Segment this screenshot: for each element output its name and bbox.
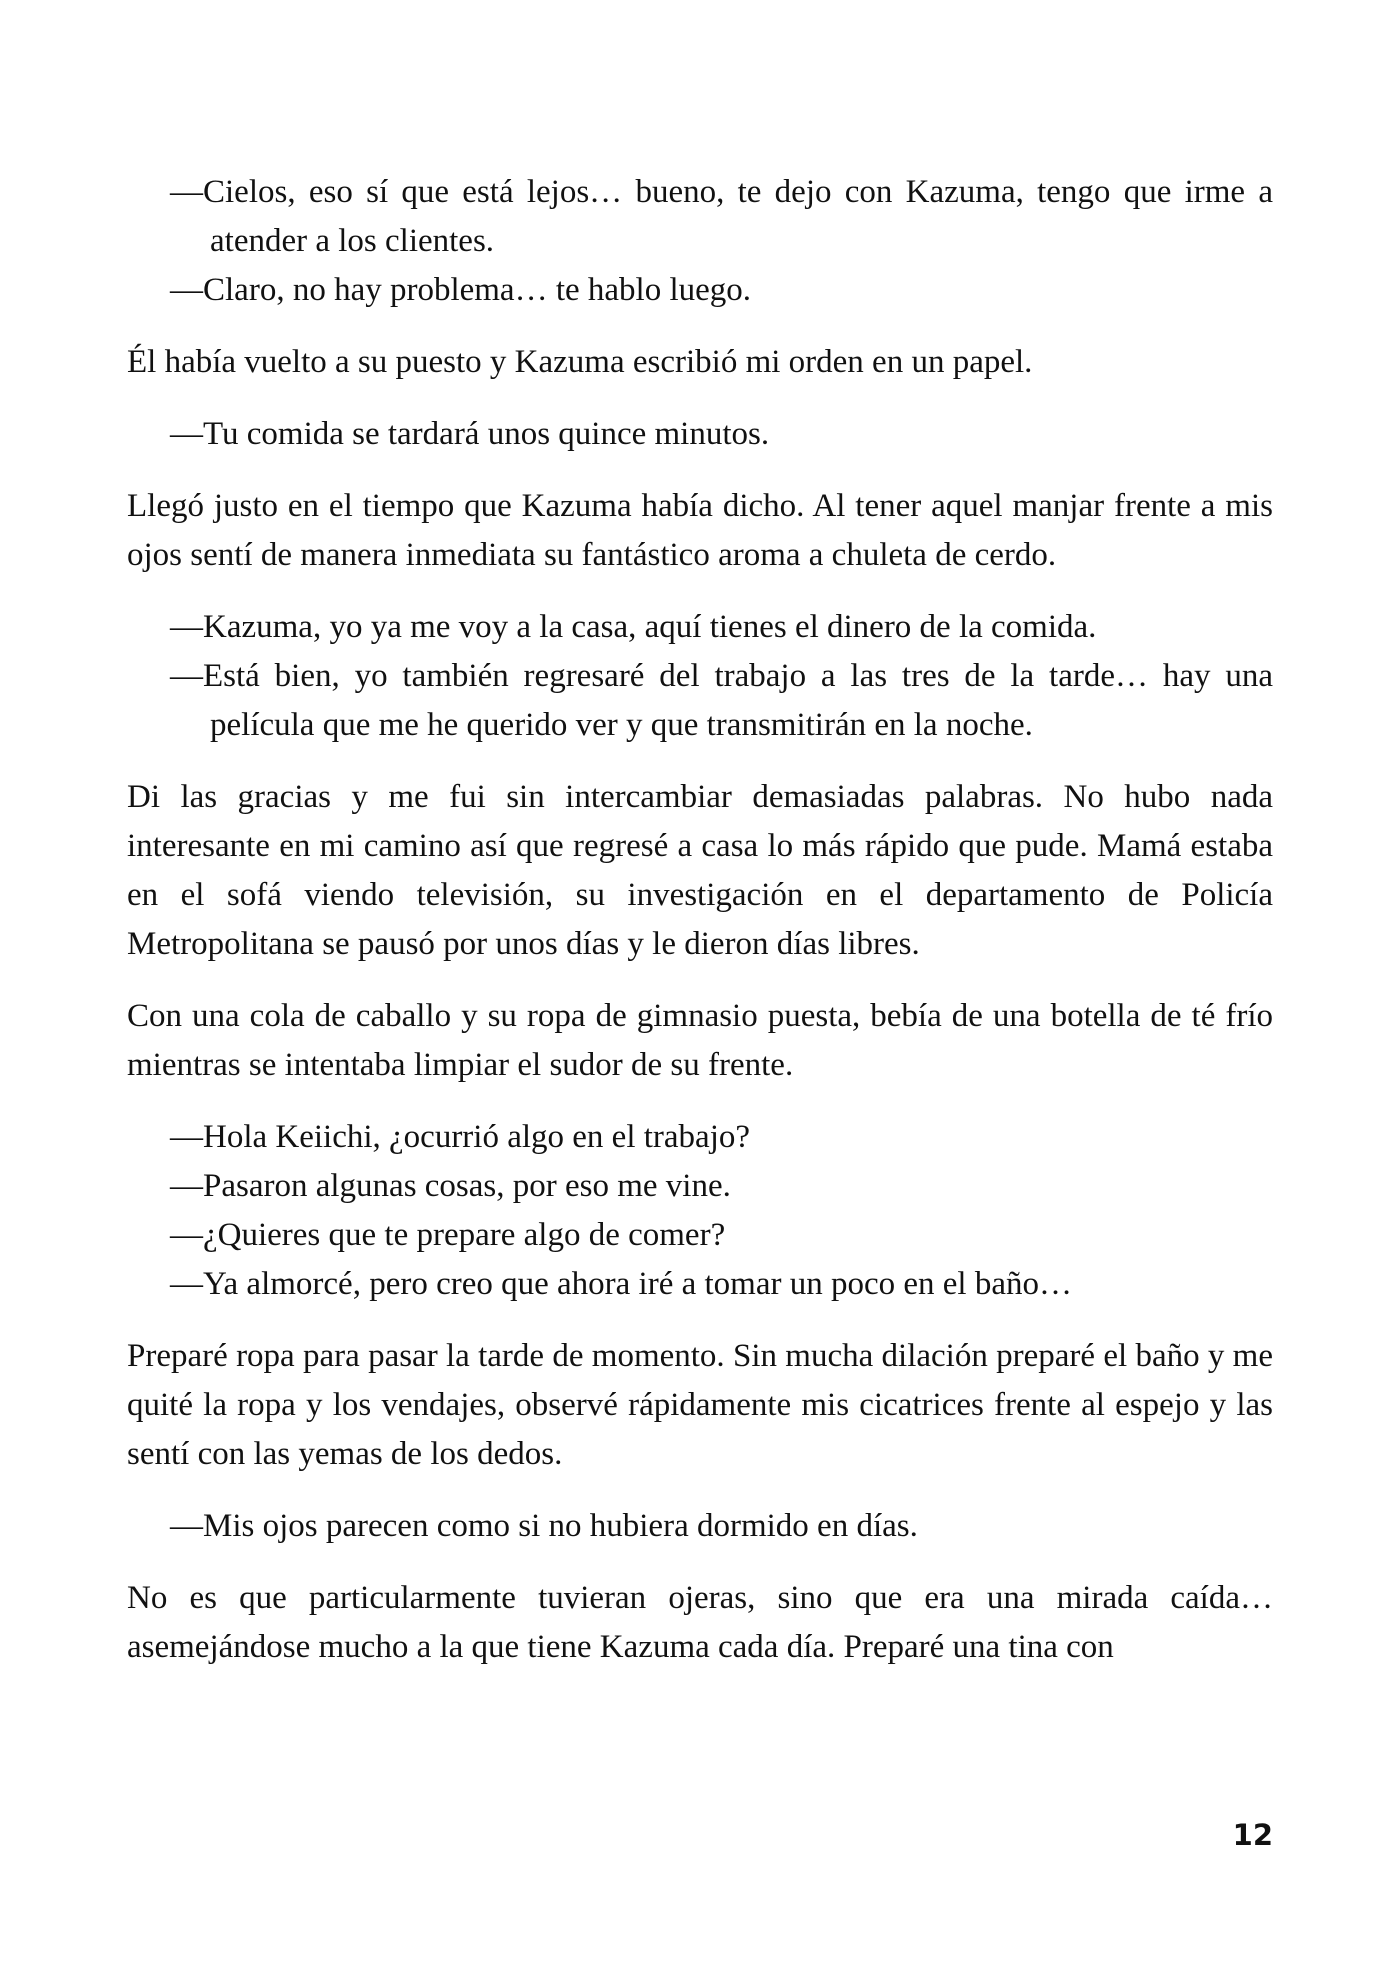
page-body bbox=[127, 168, 1273, 1695]
dialogue-line: —Pasaron algunas cosas, por eso me vine. bbox=[170, 1168, 731, 1204]
dialogue-block bbox=[127, 410, 1273, 459]
dialogue-line: —Está bien, yo también regresaré del trabajo a las tres de la tarde… hay una película que me he querido ver y que transmitirán en la noche. bbox=[170, 658, 1273, 743]
dialogue-line: —Cielos, eso sí que está lejos… bueno, te dejo con Kazuma, tengo que irme a atender a los clientes. bbox=[170, 174, 1273, 259]
narrative-paragraph: Con una cola de caballo y su ropa de gimnasio puesta, bebía de una botella de té frío mientras se intentaba limpiar el sudor de su frente. bbox=[127, 998, 1273, 1083]
dialogue-line: —Ya almorcé, pero creo que ahora iré a tomar un poco en el baño… bbox=[170, 1266, 1072, 1302]
dialogue-block bbox=[127, 1113, 1273, 1309]
dialogue-block bbox=[127, 168, 1273, 315]
dialogue-line: —Mis ojos parecen como si no hubiera dormido en días. bbox=[170, 1508, 918, 1544]
dialogue-block bbox=[127, 1502, 1273, 1551]
dialogue-block bbox=[127, 603, 1273, 750]
narrative-paragraph: Di las gracias y me fui sin intercambiar demasiadas palabras. No hubo nada interesante en mi camino así que regresé a casa lo más rápido que pude. Mamá estaba en el sofá viendo televisión, su investigación en el departamento de Policía Metropolitana se pausó por unos días y le dieron días libres. bbox=[127, 779, 1273, 962]
dialogue-line: —Hola Keiichi, ¿ocurrió algo en el trabajo? bbox=[170, 1119, 751, 1155]
dialogue-line: —Claro, no hay problema… te hablo luego. bbox=[170, 272, 752, 308]
page-number: 12 bbox=[1232, 1818, 1273, 1852]
narrative-paragraph: Preparé ropa para pasar la tarde de momento. Sin mucha dilación preparé el baño y me quité la ropa y los vendajes, observé rápidamente mis cicatrices frente al espejo y las sentí con las yemas de los dedos. bbox=[127, 1338, 1273, 1472]
dialogue-line: —Kazuma, yo ya me voy a la casa, aquí tienes el dinero de la comida. bbox=[170, 609, 1097, 645]
narrative-paragraph: Llegó justo en el tiempo que Kazuma había dicho. Al tener aquel manjar frente a mis ojos sentí de manera inmediata su fantástico aroma a chuleta de cerdo. bbox=[127, 488, 1273, 573]
dialogue-line: —Tu comida se tardará unos quince minutos. bbox=[170, 416, 770, 452]
narrative-paragraph: Él había vuelto a su puesto y Kazuma escribió mi orden en un papel. bbox=[127, 344, 1033, 380]
dialogue-line: —¿Quieres que te prepare algo de comer? bbox=[170, 1217, 726, 1253]
narrative-paragraph: No es que particularmente tuvieran ojeras, sino que era una mirada caída… asemejándose mucho a la que tiene Kazuma cada día. Preparé una tina con bbox=[127, 1580, 1273, 1665]
